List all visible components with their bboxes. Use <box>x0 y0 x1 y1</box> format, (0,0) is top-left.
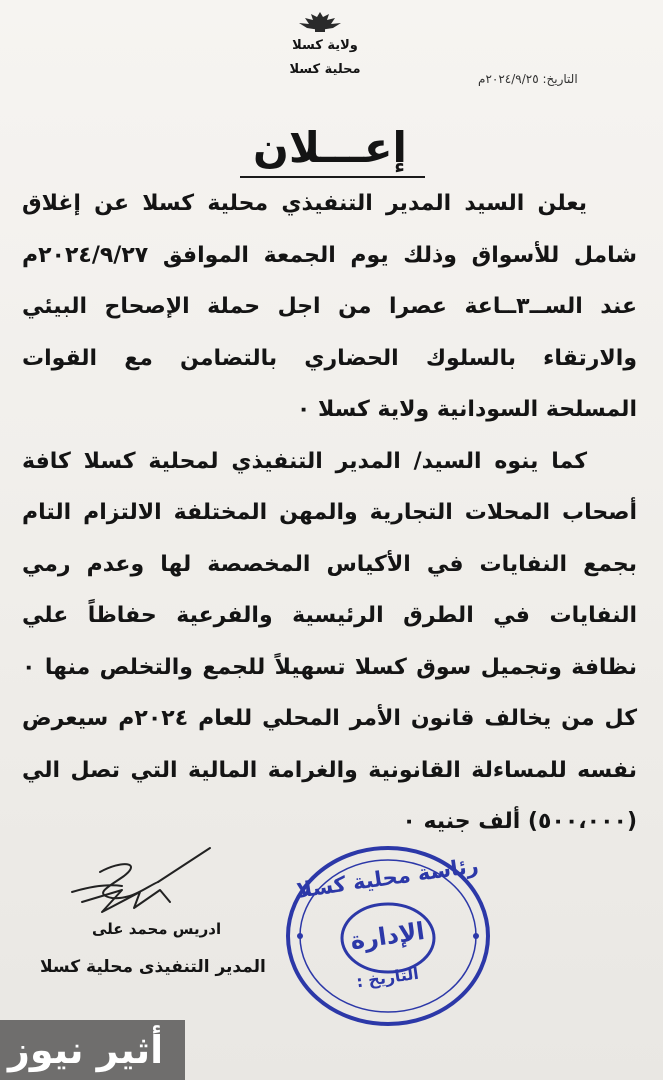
stamp-center-text: الإدارة <box>348 916 427 956</box>
state-name: ولاية كسلا <box>292 38 358 53</box>
stamp-top-text: رئاسة محلية كسلا <box>295 853 480 903</box>
state-emblem-icon <box>285 8 355 34</box>
date-value: ٢٠٢٤/٩/٢٥م <box>478 72 539 86</box>
date-label: التاريخ: <box>542 72 578 86</box>
stamp-date-text: التاريخ : <box>355 963 420 992</box>
signer-title: المدير التنفيذى محلية كسلا <box>40 957 266 977</box>
document-date <box>478 72 578 86</box>
handwritten-signature <box>62 842 212 922</box>
announcement-paragraph-1: يعلن السيد المدير التنفيذي محلية كسلا عن إغلاق شامل للأسواق وذلك يوم الجمعة الموافق ٢٠٢٤/٩/٢٧م عند الســ٣ــاعة عصرا من اجل حملة الإصحاح البيئي والارتقاء بالسلوك الحضاري بالتضامن مع القوات المسلحة السودانية ولاية كسلا ٠ <box>22 191 638 422</box>
locality-name: محلية كسلا <box>289 62 361 77</box>
announcement-title: إعـــلان <box>253 123 407 172</box>
signer-name: ادريس محمد على <box>92 920 222 938</box>
announcement-body <box>22 178 637 848</box>
watermark-text: أثير نيوز <box>8 1028 164 1072</box>
announcement-paragraph-2: كما ينوه السيد/ المدير التنفيذي لمحلية كسلا كافة أصحاب المحلات التجارية والمهن المختلفة الالتزام التام بجمع النفايات في الأكياس المخصصة لها وعدم رمي النفايات في الطرق الرئيسية والفرعية حفاظاً علي نظافة وتجميل سوق كسلا تسهيلاً للجمع والتخلص منها ٠ كل من يخالف قانون الأمر المحلي للعام ٢٠٢٤م سيعرض نفسه للمساءلة القانونية والغرامة المالية التي تصل الي (٥٠٠،٠٠٠) ألف جنيه ٠ <box>22 448 637 834</box>
watermark <box>0 1020 185 1080</box>
